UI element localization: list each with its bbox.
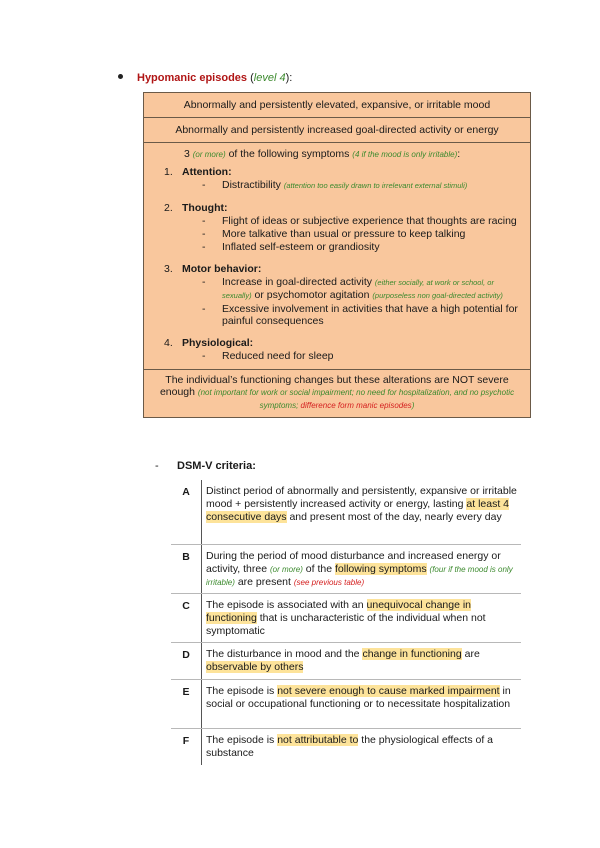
hypomanic-table <box>143 92 531 418</box>
criterion-text: The episode is not severe enough to cause marked impairment in social or occupational functioning or to necessitate hospitalization <box>201 680 521 728</box>
criterion-label: F <box>182 735 190 747</box>
table-row-activity: Abnormally and persistently increased goal-directed activity or energy <box>144 118 530 143</box>
list-item: - Distractibility (attention too easily drawn to irrelevant external stimuli) <box>202 179 520 192</box>
group-physiological: 4. Physiological: - Reduced need for sleep <box>164 336 520 362</box>
table-row-mood: Abnormally and persistently elevated, expansive, or irritable mood <box>144 93 530 118</box>
criterion-label: C <box>182 600 190 612</box>
group-title: Thought: <box>182 202 228 214</box>
group-title: Attention: <box>182 166 232 178</box>
dsm-heading: - DSM-V criteria: <box>155 460 256 472</box>
list-item: - Reduced need for sleep <box>202 350 520 362</box>
criterion-d <box>171 643 521 680</box>
criterion-text: Distinct period of abnormally and persistently, expansive or irritable mood + persistently increased activity or energy, lasting at least 4 consecutive days and present most of the day, nearly every day <box>201 480 521 544</box>
group-thought: 2. Thought: - Flight of ideas or subjective experience that thoughts are racing - More talkative than usual or pressure to keep talking - Inflated self-esteem or grandiosity <box>164 201 520 253</box>
section-heading: Hypomanic episodes (level 4): <box>118 71 292 85</box>
criterion-text: The episode is associated with an unequivocal change in functioning that is uncharacteristic of the individual when not symptomatic <box>201 594 521 642</box>
criterion-text: The disturbance in mood and the change in functioning are observable by others <box>201 643 521 679</box>
list-item: - Flight of ideas or subjective experience that thoughts are racing <box>202 215 520 227</box>
bullet-icon <box>118 74 123 79</box>
criterion-f <box>171 729 521 765</box>
dsm-criteria-table <box>171 480 521 765</box>
criterion-e <box>171 680 521 729</box>
group-title: Motor behavior: <box>182 263 262 275</box>
list-item: - Increase in goal-directed activity (either socially, at work or school, or sexually) or psychomotor agitation (purposeless non goal-directed activity) <box>202 276 520 302</box>
criterion-label: A <box>182 486 190 498</box>
criterion-label: B <box>182 551 190 563</box>
criterion-text: The episode is not attributable to the physiological effects of a substance <box>201 729 521 765</box>
criterion-a <box>171 480 521 545</box>
group-attention: 1. Attention: - Distractibility (attention too easily drawn to irrelevant external stimuli) <box>164 165 520 192</box>
list-item: - Inflated self-esteem or grandiosity <box>202 241 520 253</box>
heading-title: Hypomanic episodes <box>137 72 248 84</box>
criterion-text: During the period of mood disturbance and increased energy or activity, three (or more) of the following symptoms (four if the mood is only irritable) are present (see previous table) <box>201 545 521 593</box>
table-row-functioning: The individual’s functioning changes but these alterations are NOT severe enough (not important for work or social impairment; no need for hospitalization, and no psychotic symptoms; difference form manic episodes) <box>159 374 515 410</box>
group-motor: 3. Motor behavior: - Increase in goal-directed activity (either socially, at work or school, or sexually) or psychomotor agitation (purposeless non goal-directed activity) - Excessive involvement in activities that have a high potential for painful consequences <box>164 262 520 327</box>
table-row-symptoms <box>144 143 530 370</box>
criterion-label: E <box>182 686 190 698</box>
criterion-label: D <box>182 649 190 661</box>
list-item: - Excessive involvement in activities that have a high potential for painful consequences <box>202 303 520 327</box>
criterion-c <box>171 594 521 643</box>
list-item: - More talkative than usual or pressure to keep talking <box>202 228 520 240</box>
group-title: Physiological: <box>182 337 254 349</box>
heading-level: level 4 <box>253 72 286 84</box>
symptoms-intro: 3 (or more) of the following symptoms (4 if the mood is only irritable): <box>184 148 461 160</box>
criterion-b <box>171 545 521 594</box>
